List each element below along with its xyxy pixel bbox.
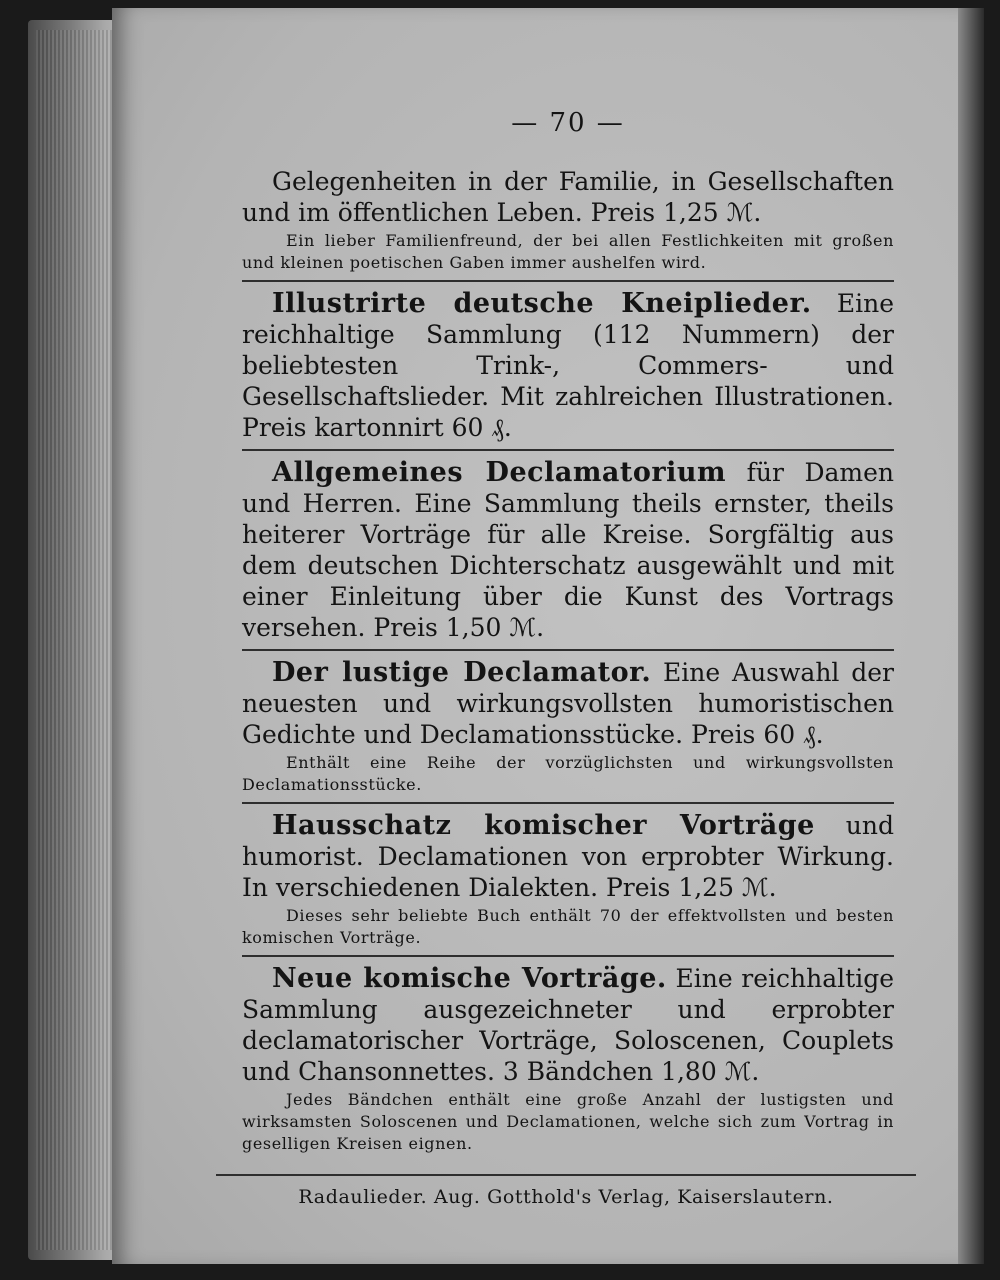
page-content <box>242 108 894 1155</box>
entry-note: Ein lieber Familienfreund, der bei allen Festlichkeiten mit großen und kleinen poetischen Gaben immer aushelfen wird. <box>242 231 894 272</box>
catalog-entry <box>242 802 894 949</box>
catalog-entry <box>242 649 894 796</box>
catalog-entry <box>242 955 894 1155</box>
book-page <box>112 8 984 1264</box>
catalog-entry <box>242 280 894 443</box>
entry-body: und humorist. Declamationen von erprobter Wirkung. In verschiedenen Dialekten. Preis 1,25 ℳ. <box>242 811 895 902</box>
footer-divider <box>216 1174 916 1176</box>
entry-title: Illustrirte deutsche Kneiplieder. <box>272 288 812 319</box>
entry-note: Enthält eine Reihe der vorzüglichsten und wirkungsvollsten Declamationsstücke. <box>242 753 894 794</box>
entry-body: Eine reichhaltige Sammlung (112 Nummern) der beliebtesten Trink-, Commers- und Gesellschaftslieder. Mit zahlreichen Illustrationen. Preis kartonnirt 60 ₰. <box>242 289 894 442</box>
entry-title: Allgemeines Declamatorium <box>272 457 727 488</box>
entry-note: Dieses sehr beliebte Buch enthält 70 der effektvollsten und besten komischen Vorträge. <box>242 906 894 947</box>
catalog-entry <box>242 166 894 274</box>
entry-body: für Damen und Herren. Eine Sammlung theils ernster, theils heiterer Vorträge für alle Kreise. Sorgfältig aus dem deutschen Dichterschatz ausgewählt und mit einer Einleitung über die Kunst des Vortrags versehen. Preis 1,50 ℳ. <box>242 458 894 642</box>
entry-body: Eine reichhaltige Sammlung ausgezeichneter und erprobter declamatorischer Vorträge, Soloscenen, Couplets und Chansonnettes. 3 Bändchen 1,80 ℳ. <box>242 964 894 1086</box>
entry-note: Jedes Bändchen enthält eine große Anzahl der lustigsten und wirksamsten Soloscenen und Declamationen, welche sich zum Vortrag in geselligen Kreisen eignen. <box>242 1090 894 1153</box>
entry-body: Gelegenheiten in der Familie, in Gesellschaften und im öffentlichen Leben. Preis 1,25 ℳ. <box>242 167 894 227</box>
entry-title: Der lustige Declamator. <box>272 657 652 688</box>
page-footer: Radaulieder. Aug. Gotthold's Verlag, Kaiserslautern. <box>298 1186 834 1208</box>
entry-body: Eine Auswahl der neuesten und wirkungsvollsten humoristischen Gedichte und Declamationsstücke. Preis 60 ₰. <box>242 658 894 749</box>
page-number: — 70 — <box>511 108 625 138</box>
entry-title: Neue komische Vorträge. <box>272 963 667 994</box>
entry-title: Hausschatz komischer Vorträge <box>272 810 815 841</box>
catalog-entry <box>242 449 894 643</box>
book-spine <box>958 8 984 1264</box>
